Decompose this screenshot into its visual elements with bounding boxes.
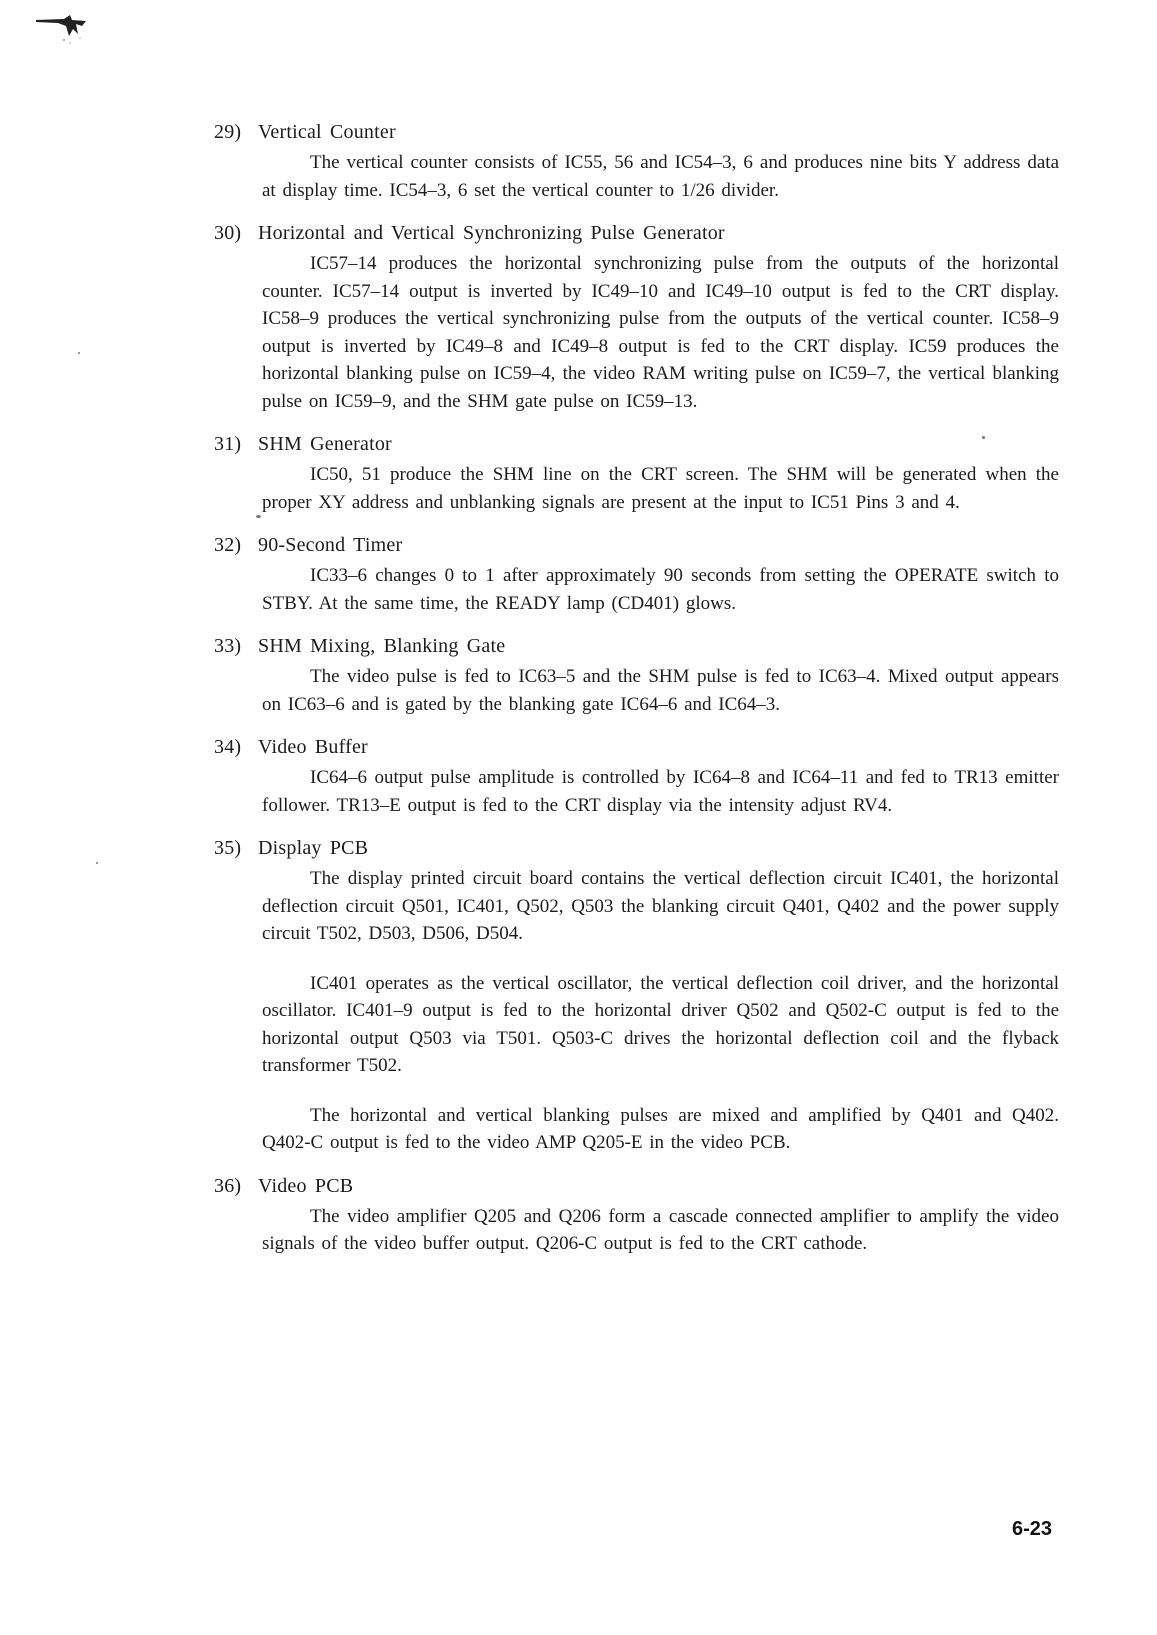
section-number: 33) bbox=[214, 635, 242, 657]
page-number: 6-23 bbox=[1012, 1518, 1053, 1540]
section-number: 36) bbox=[214, 1174, 242, 1197]
paragraph: IC50, 51 produce the SHM line on the CRT screen. The SHM will be generated when the proper XY address and unblanking signals are present at the input to IC51 Pins 3 and 4. bbox=[262, 464, 1059, 513]
section-heading bbox=[214, 118, 1059, 146]
section-number: 29) bbox=[214, 121, 242, 143]
section-number: 31) bbox=[214, 433, 242, 455]
section-shm-mixing-blanking-gate bbox=[214, 632, 1059, 718]
section-number: 32) bbox=[214, 534, 242, 556]
scan-speck bbox=[256, 515, 261, 518]
section-title: SHM Mixing, Blanking Gate bbox=[258, 635, 506, 657]
section-title: Horizontal and Vertical Synchronizing Pulse Generator bbox=[258, 222, 725, 244]
section-heading bbox=[214, 531, 1059, 559]
section-shm-generator bbox=[214, 430, 1059, 516]
section-number: 34) bbox=[214, 736, 242, 758]
section-heading bbox=[214, 430, 1059, 458]
paragraph: The video pulse is fed to IC63–5 and the SHM pulse is fed to IC63–4. Mixed output appears on IC63–6 and is gated by the blanking gate IC64–6 and IC64–3. bbox=[262, 666, 1059, 715]
paragraph: IC64–6 output pulse amplitude is controlled by IC64–8 and IC64–11 and fed to TR13 emitter follower. TR13–E output is fed to the CRT display via the intensity adjust RV4. bbox=[262, 767, 1059, 816]
section-heading bbox=[214, 733, 1059, 761]
scan-speck bbox=[982, 436, 985, 439]
section-vertical-counter bbox=[214, 118, 1059, 204]
scan-speck bbox=[96, 862, 98, 864]
section-video-pcb bbox=[214, 1172, 1059, 1258]
section-sync-pulse-generator bbox=[214, 219, 1059, 415]
section-title: 90-Second Timer bbox=[258, 534, 403, 556]
paragraph: The horizontal and vertical blanking pulses are mixed and amplified by Q401 and Q402. Q402-C output is fed to the video AMP Q205-E in the video PCB. bbox=[262, 1104, 1059, 1153]
section-title: Video PCB bbox=[258, 1174, 354, 1197]
section-display-pcb bbox=[214, 834, 1059, 1157]
section-heading bbox=[214, 632, 1059, 660]
section-number: 35) bbox=[214, 837, 242, 859]
corner-scan-mark bbox=[36, 14, 88, 48]
section-title: SHM Generator bbox=[258, 433, 392, 455]
paragraph: IC57–14 produces the horizontal synchronizing pulse from the outputs of the horizontal counter. IC57–14 output is inverted by IC49–10 and IC49–10 output is fed to the CRT display. IC58–9 produces the vertical synchronizing pulse from the outputs of the vertical counter. IC58–9 output is inverted by IC49–8 and IC49–8 output is fed to the CRT display. IC59 produces the horizontal blanking pulse on IC59–4, the video RAM writing pulse on IC59–7, the vertical blanking pulse on IC59–9, and the SHM gate pulse on IC59–13. bbox=[262, 253, 1059, 412]
section-video-buffer bbox=[214, 733, 1059, 819]
paragraph: IC401 operates as the vertical oscillator, the vertical deflection coil driver, and the horizontal oscillator. IC401–9 output is fed to the horizontal driver Q502 and Q502-C output is fed to the horizontal output Q503 via T501. Q503-C drives the horizontal deflection coil and the flyback transformer T502. bbox=[262, 972, 1059, 1076]
section-90-second-timer bbox=[214, 531, 1059, 617]
section-number: 30) bbox=[214, 222, 242, 244]
document-body bbox=[214, 118, 1059, 1273]
scan-speck bbox=[78, 352, 80, 354]
paragraph: The display printed circuit board contains the vertical deflection circuit IC401, the horizontal deflection circuit Q501, IC401, Q502, Q503 the blanking circuit Q401, Q402 and the power supply circuit T502, D503, D506, D504. bbox=[262, 868, 1059, 944]
section-heading bbox=[214, 834, 1059, 862]
paragraph: IC33–6 changes 0 to 1 after approximately 90 seconds from setting the OPERATE switch to STBY. At the same time, the READY lamp (CD401) glows. bbox=[262, 565, 1059, 614]
section-heading bbox=[214, 1172, 1059, 1200]
section-title: Video Buffer bbox=[258, 736, 368, 758]
paragraph: The video amplifier Q205 and Q206 form a cascade connected amplifier to amplify the video signals of the video buffer output. Q206-C output is fed to the CRT cathode. bbox=[262, 1205, 1059, 1254]
paragraph: The vertical counter consists of IC55, 56 and IC54–3, 6 and produces nine bits Y address data at display time. IC54–3, 6 set the vertical counter to 1/26 divider. bbox=[262, 152, 1059, 201]
section-title: Display PCB bbox=[258, 837, 369, 859]
section-title: Vertical Counter bbox=[258, 121, 396, 143]
section-heading bbox=[214, 219, 1059, 247]
